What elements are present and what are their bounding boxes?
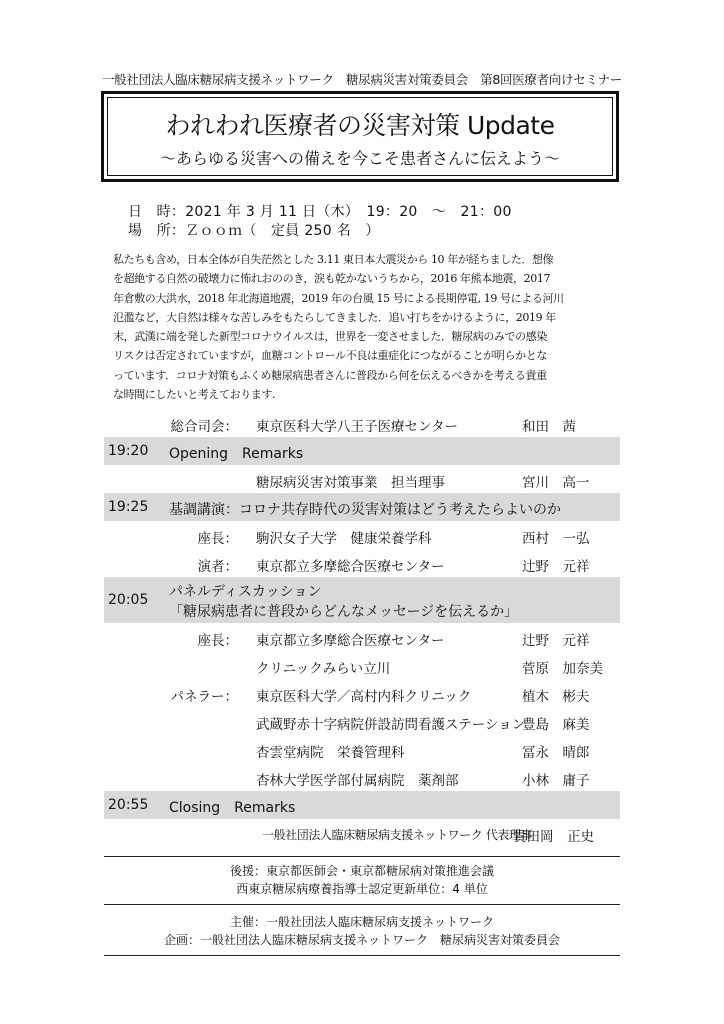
program-row [104, 549, 620, 577]
session-bar-panel [104, 577, 620, 623]
person-name: 宮川 高一 [522, 475, 590, 491]
session-subtitle: 「糖尿病患者に普段からどんなメッセージを伝えるか」 [169, 604, 519, 620]
session-title: Opening Remarks [169, 446, 304, 462]
program-row [104, 623, 620, 651]
seminar-title: われわれ医療者の災害対策 Update [165, 111, 555, 140]
role-label: パネラー： [170, 689, 238, 705]
planning-line: 企画：一般社団法人臨床糖尿病支援ネットワーク 糖尿病災害対策委員会 [163, 933, 560, 947]
affiliation: 駒沢女子大学 健康栄養学科 [256, 531, 432, 547]
session-time: 19:25 [108, 499, 149, 515]
session-bar-opening [104, 437, 620, 465]
person-name: 和田 茜 [522, 419, 576, 435]
person-name: 冨永 晴郎 [522, 745, 590, 761]
intro-line: な時間にしたいと考えております. [113, 388, 276, 402]
sponsor-line: 後援：東京都医師会・東京都糖尿病対策推進会議 [229, 864, 494, 878]
session-bar-closing [104, 791, 620, 819]
session-time: 19:20 [108, 443, 149, 459]
program-row [104, 679, 620, 707]
program-row [104, 521, 620, 549]
seminar-subtitle: ～あらゆる災害への備えを今こそ患者さんに伝えよう～ [159, 149, 560, 168]
session-time: 20:05 [108, 592, 149, 608]
moderator-row [104, 409, 620, 437]
affiliation: 武蔵野赤十字病院併設訪問看護ステーション [256, 717, 526, 733]
title-box [101, 91, 619, 182]
affiliation: 杏林大学医学部付属病院 薬剤部 [256, 773, 459, 789]
role-label: 演者： [197, 559, 238, 575]
session-bar-keynote [104, 493, 620, 521]
affiliation: 東京都立多摩総合医療センター [256, 633, 445, 649]
session-title: Closing Remarks [169, 800, 296, 816]
affiliation: 一般社団法人臨床糖尿病支援ネットワーク 代表理事 [262, 828, 533, 842]
affiliation: 東京都立多摩総合医療センター [256, 559, 445, 575]
place-line: 場 所：Ｚｏｏｍ（ 定員 250 名 ） [128, 223, 380, 239]
intro-line: 氾濫など，大自然は様々な苦しみをもたらしてきました．追い打ちをかけるように，2019 年 [113, 310, 556, 324]
program-row [104, 819, 620, 847]
person-name: 貴田岡 正史 [513, 829, 594, 845]
role-label: 座長： [197, 633, 238, 649]
program-row [104, 651, 620, 679]
person-name: 植木 彬夫 [522, 689, 590, 705]
program-row [104, 707, 620, 735]
footer-divider [104, 904, 620, 905]
person-name: 菅原 加奈美 [522, 661, 603, 677]
program-row [104, 763, 620, 791]
affiliation: 東京医科大学／高村内科クリニック [256, 689, 472, 705]
intro-line: リスクは否定されていますが，血糖コントロール不良は重症化につながることが明らかとな [113, 349, 547, 363]
host-line: 主催：一般社団法人臨床糖尿病支援ネットワーク [229, 915, 494, 929]
affiliation: 東京医科大学八王子医療センター [256, 419, 458, 435]
role-label: 総合司会： [170, 419, 238, 435]
seminar-header: 一般社団法人臨床糖尿病支援ネットワーク 糖尿病災害対策委員会 第8回医療者向けセミナー [101, 72, 623, 87]
person-name: 辻野 元祥 [522, 633, 590, 649]
footer-divider [104, 955, 620, 956]
person-name: 小林 庸子 [522, 773, 590, 789]
person-name: 豊島 麻美 [522, 717, 590, 733]
role-label: 座長： [197, 531, 238, 547]
intro-line: を超絶する自然の破壊力に怖れおののき，涙も乾かないうちから，2016 年熊本地震，2017 [113, 272, 551, 286]
intro-paragraph [113, 250, 615, 404]
session-time: 20:55 [108, 797, 149, 813]
intro-line: 年倉敷の大洪水，2018 年北海道地震，2019 年の台風 15 号による長期停電, 19 号による河川 [113, 291, 564, 305]
intro-line: 私たちも含め，日本全体が自失茫然とした 3.11 東日本大震災から 10 年が経ちました．想像 [113, 253, 554, 266]
intro-line: っています．コロナ対策もふくめ糖尿病患者さんに普段から何を伝えるべきかを考える貴重 [113, 368, 547, 382]
affiliation: 杏雲堂病院 栄養管理科 [256, 745, 405, 761]
program-row [104, 465, 620, 493]
program-row [104, 735, 620, 763]
person-name: 西村 一弘 [522, 531, 590, 547]
affiliation: 糖尿病災害対策事業 担当理事 [256, 475, 445, 491]
footer-divider [104, 856, 620, 857]
intro-line: 末，武漢に端を発した新型コロナウイルスは，世界を一変させました．糖尿病のみでの感染 [113, 330, 547, 344]
date-line: 日 時：2021 年 3 月 11 日（木） 19：20 ～ 21：00 [128, 204, 512, 220]
affiliation: クリニックみらい立川 [256, 661, 391, 677]
session-title: 基調講演：コロナ共存時代の災害対策はどう考えたらよいのか [169, 502, 561, 518]
credit-line: 西東京糖尿病療養指導士認定更新単位：4 単位 [236, 882, 488, 896]
session-title: パネルディスカッション [169, 584, 322, 600]
person-name: 辻野 元祥 [522, 559, 590, 575]
